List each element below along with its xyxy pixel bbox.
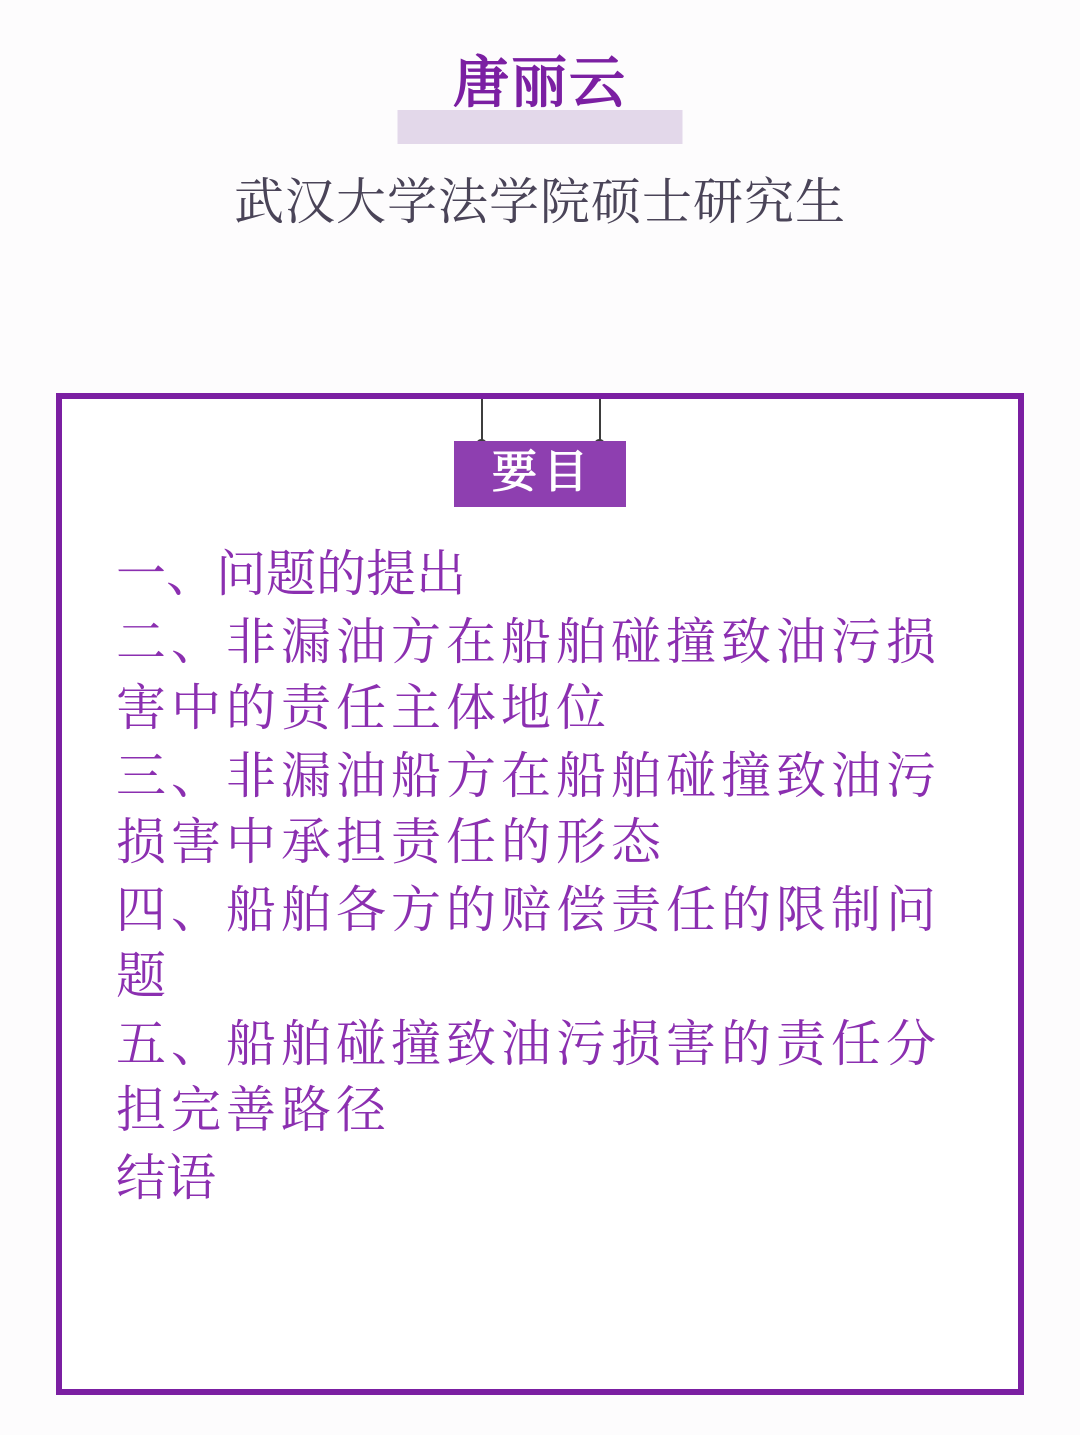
author-name: 唐丽云 [453,51,627,114]
author-header [0,0,1080,114]
list-item: 二、非漏油方在船舶碰撞致油污损害中的责任主体地位 [116,614,941,736]
list-item: 四、船舶各方的赔偿责任的限制问题 [116,882,941,1004]
list-item: 一、问题的提出 [116,546,466,602]
author-name-highlight [398,110,683,144]
list-item: 结语 [116,1150,216,1206]
outline-list [62,519,1018,1211]
list-item: 五、船舶碰撞致油污损害的责任分担完善路径 [116,1016,941,1138]
list-item: 三、非漏油船方在船舶碰撞致油污损害中承担责任的形态 [116,748,941,870]
outline-box [56,393,1024,1395]
outline-tag-label: 要目 [454,441,626,507]
outline-tag-area [62,399,1018,519]
author-affiliation: 武汉大学法学院硕士研究生 [234,173,846,230]
